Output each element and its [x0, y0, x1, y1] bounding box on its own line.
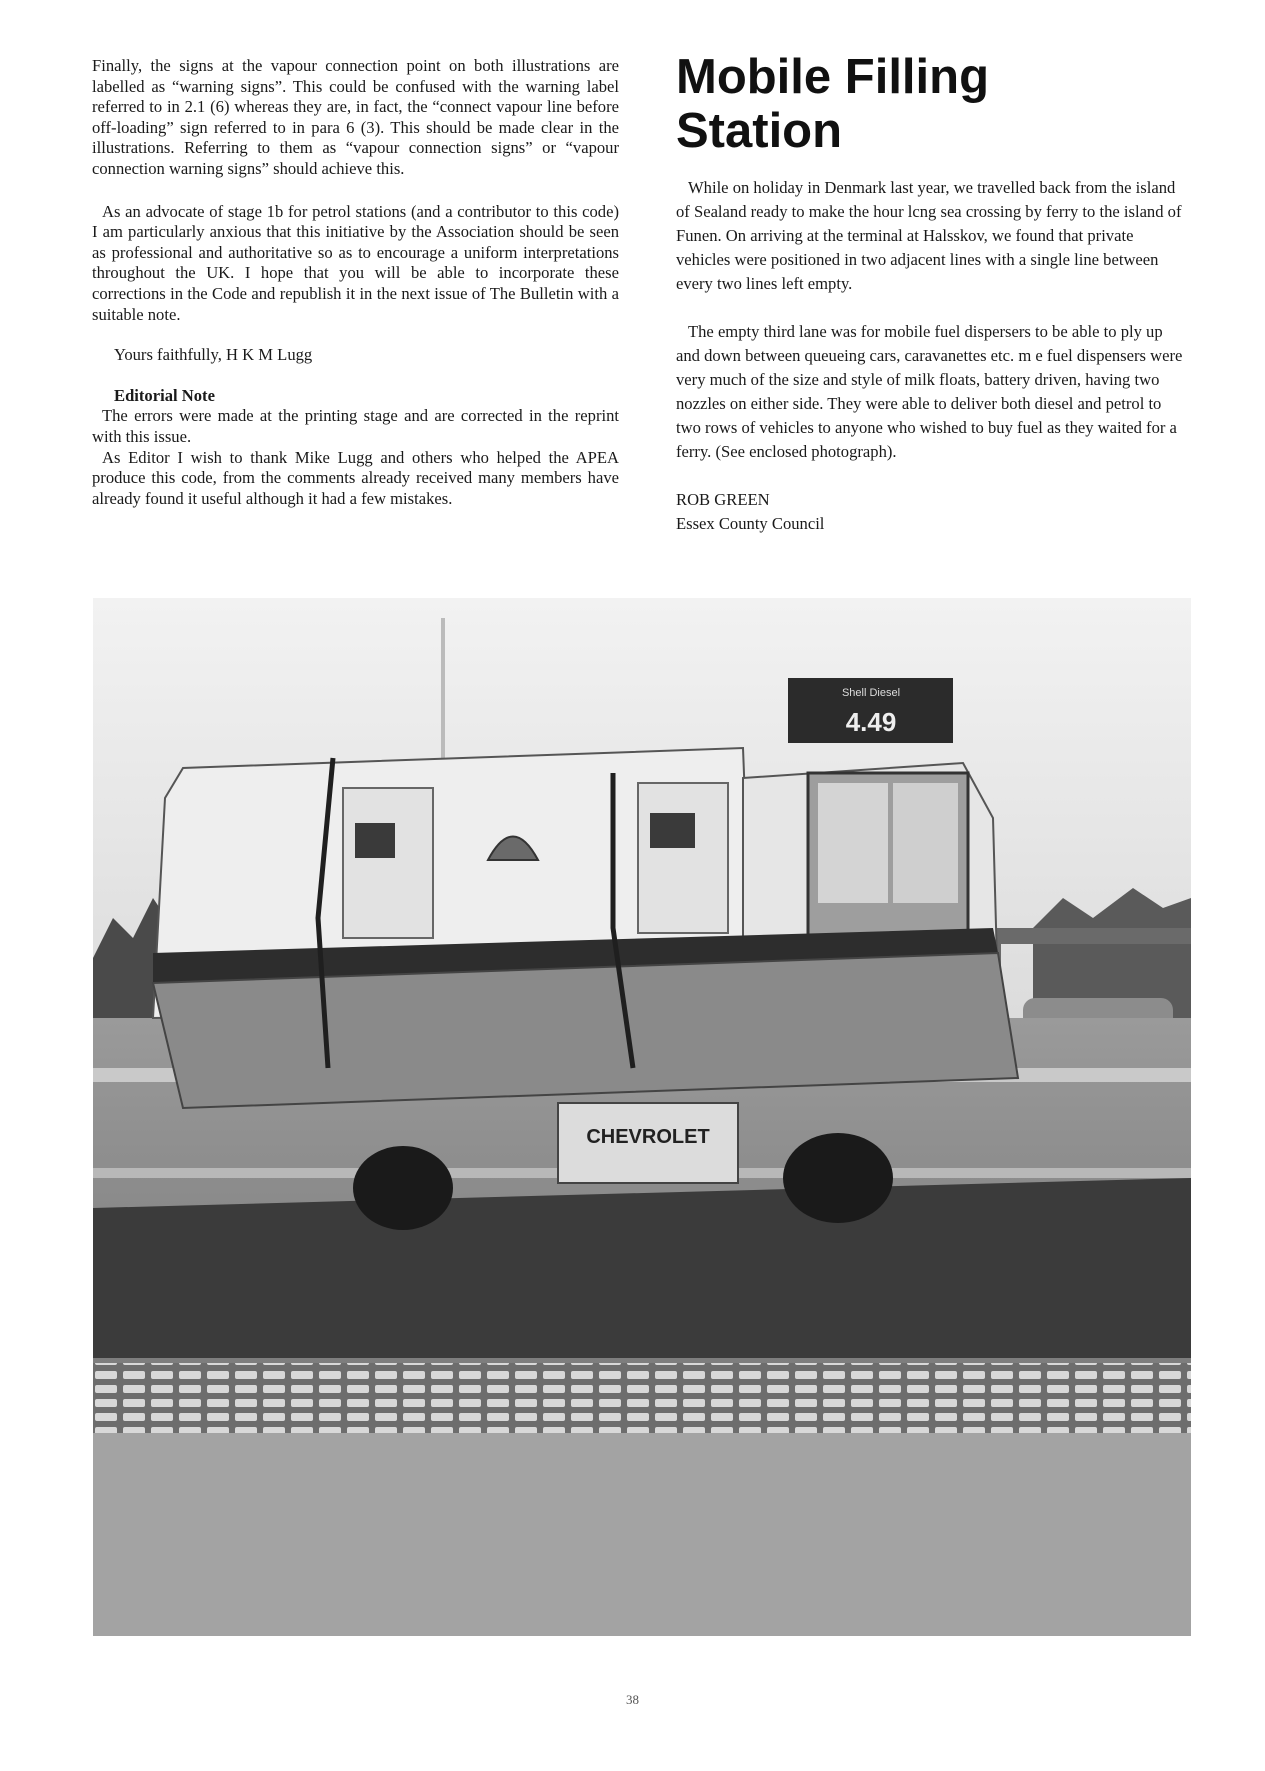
- bumper-text: CHEVROLET: [586, 1126, 710, 1148]
- page-number: 38: [626, 1692, 639, 1707]
- price-sign-label: Shell Diesel: [841, 687, 901, 699]
- price-display: 4.49: [845, 707, 897, 737]
- editorial-paragraph-2: As Editor I wish to thank Mike Lugg and others who helped the APEA produce this code, from the comments already received many members have already found it useful although it had a few mistakes.: [92, 447, 619, 508]
- article-column: [676, 50, 1189, 536]
- pump-left: [343, 788, 433, 938]
- editorial-note-heading: Editorial Note: [114, 385, 215, 405]
- article-title-line-1: Mobile Filling: [676, 50, 990, 104]
- author-name: ROB GREEN: [676, 490, 770, 509]
- canopy: [973, 928, 1191, 944]
- article-title-line-2: Station: [676, 104, 843, 158]
- article-title: [676, 50, 1189, 158]
- article-paragraph-2: The empty third lane was for mobile fuel dispersers to be able to ply up and down between queueing cars, caravanettes etc. m e fuel dispensers were very much of the size and style of milk floats, battery driven, having two nozzles on either side. They were able to deliver both diesel and petrol to two rows of vehicles to anyone who wished to buy fuel as they waited for a ferry. (See enclosed photograph).: [676, 322, 1183, 461]
- letter-paragraph-1: Finally, the signs at the vapour connection point on both illustrations are labelled as “warning signs”. This could be confused with the warning label referred to in 2.1 (6) whereas they are, in fact, the “connect vapour line before off-loading” sign referred to in para 6 (3). This should be made clear in the illustrations. Referring to them as “vapour connection signs” or “vapour connection warning signs” should achieve this.: [92, 56, 619, 178]
- wheel-front: [783, 1133, 893, 1223]
- author-organisation: Essex County Council: [676, 514, 825, 533]
- letter-paragraph-2: As an advocate of stage 1b for petrol stations (and a contributor to this code) I am particularly anxious that this initiative by the Association should be seen as professional and authoritative so as to encourage a uniform interpretations throughout the UK. I hope that you will be able to incorporate these corrections in the Code and republish it in the next issue of The Bulletin with a suitable note.: [92, 201, 619, 324]
- wheel-rear: [353, 1146, 453, 1230]
- article-paragraph-1: While on holiday in Denmark last year, we travelled back from the island of Sealand ready to make the hour lcng sea crossing by ferry to the island of Funen. On arriving at the terminal at Halsskov, we found that private vehicles were positioned in two adjacent lines with a single line between every two lines left empty.: [676, 178, 1182, 293]
- cobblestone-strip: [93, 1363, 1191, 1433]
- letter-column: [92, 56, 619, 509]
- letter-signoff: Yours faithfully, H K M Lugg: [114, 345, 313, 365]
- pump-right: [638, 783, 728, 933]
- editorial-paragraph-1: The errors were made at the printing stage and are corrected in the reprint with this issue.: [92, 406, 619, 446]
- mobile-fuel-dispenser-photo: [93, 598, 1191, 1636]
